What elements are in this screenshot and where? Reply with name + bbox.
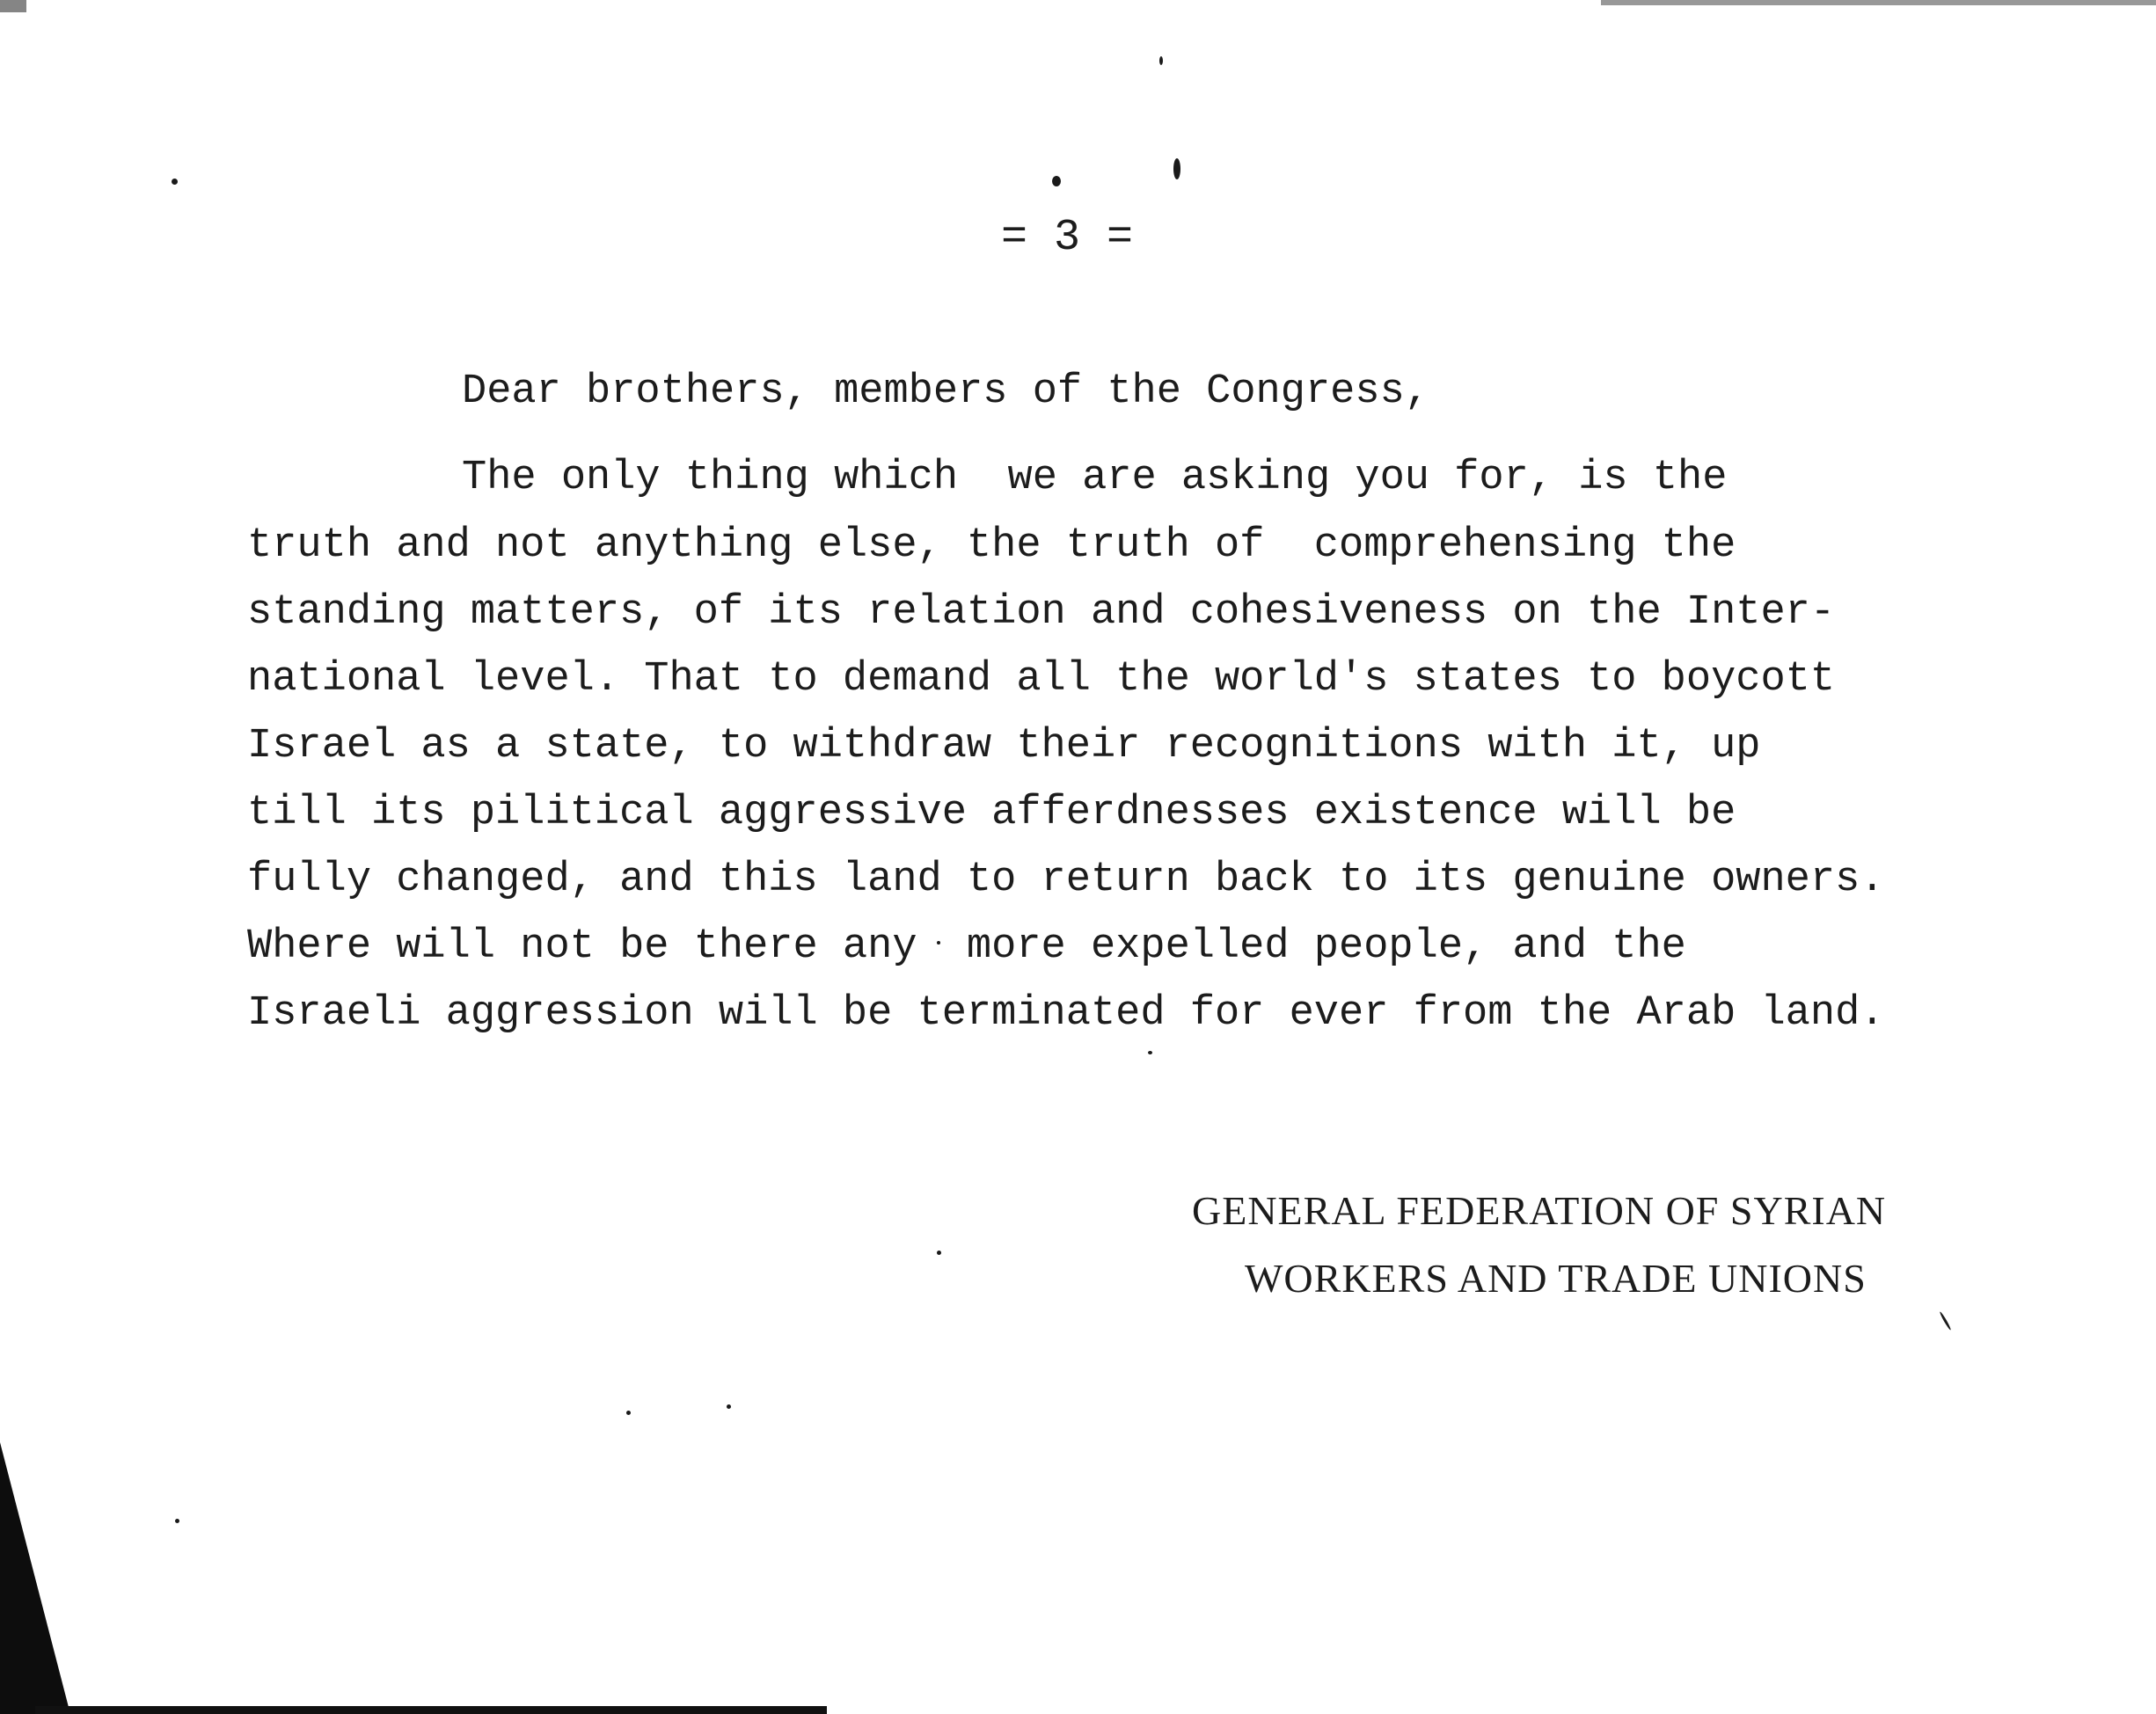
scan-speck [1052, 176, 1061, 186]
signature-line: WORKERS AND TRADE UNIONS [1245, 1256, 1867, 1301]
scan-speck [1159, 56, 1163, 65]
body-line: The only thing which we are asking you for, is the [462, 455, 1728, 501]
body-line: truth and not anything else, the truth of comprehensing the [247, 522, 1736, 569]
body-line: standing matters, of its relation and cohesiveness on the Inter- [247, 589, 1836, 636]
signature-line: GENERAL FEDERATION OF SYRIAN [1192, 1188, 1887, 1233]
body-line: national level. That to demand all the world's states to boycott [247, 656, 1836, 703]
scan-speck [1148, 1051, 1152, 1054]
scan-speck [626, 1411, 631, 1415]
body-line: fully changed, and this land to return back to its genuine owners. [247, 857, 1885, 903]
scan-speck [172, 179, 178, 185]
salutation: Dear brothers, members of the Congress, [462, 368, 1429, 415]
page-number: = 3 = [1001, 213, 1134, 263]
body-line: till its pilitical aggressive afferdnesses existence will be [247, 790, 1736, 836]
scan-speck [1173, 158, 1180, 179]
scan-speck [727, 1404, 731, 1409]
body-line: Israeli aggression will be terminated for ever from the Arab land. [247, 990, 1885, 1037]
body-line: Israel as a state, to withdraw their recognitions with it, up [247, 723, 1761, 769]
scan-speck [937, 1251, 941, 1255]
body-line: Where will not be there any more expelled people, and the [247, 923, 1686, 970]
scan-speck [1939, 1311, 1952, 1331]
scan-speck [175, 1519, 179, 1523]
